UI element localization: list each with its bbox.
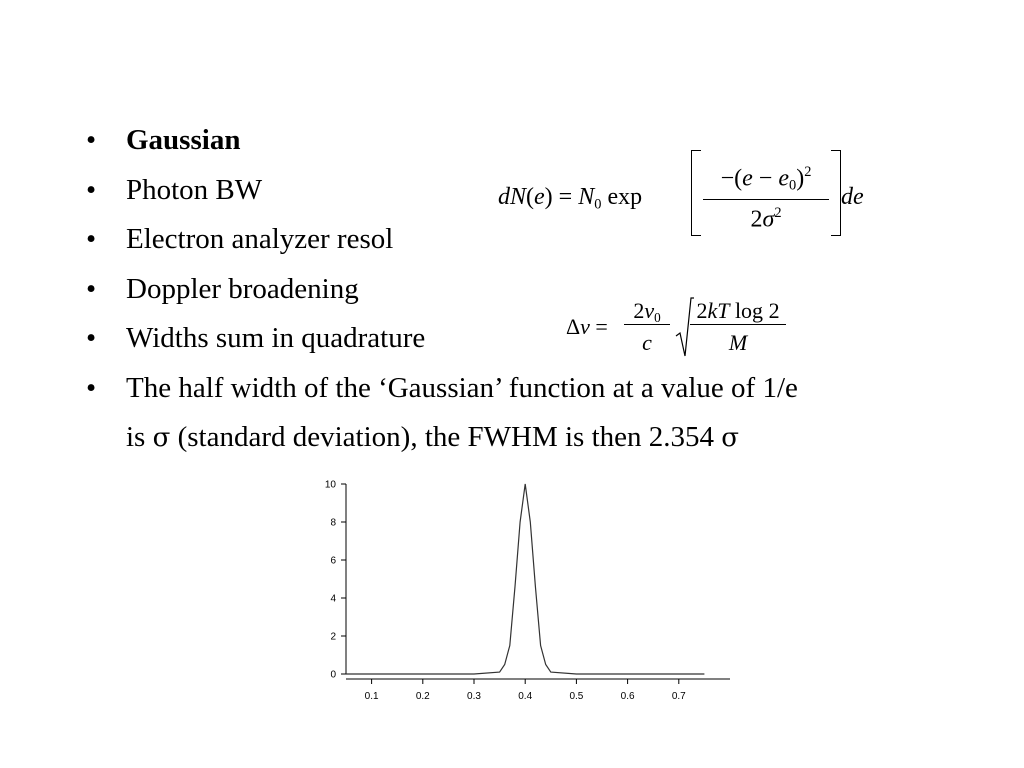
eq1-lhs (498, 184, 642, 213)
bullet-dot: • (86, 124, 97, 156)
eq1-exp: exp (607, 184, 643, 210)
bullet-text: Electron analyzer resol (126, 223, 394, 255)
x-tick-label: 0.1 (364, 691, 379, 702)
eq1-de: de (841, 184, 864, 210)
eq1-dN: dN (498, 184, 527, 210)
x-tick-label: 0.4 (518, 691, 533, 702)
y-tick-label: 6 (330, 555, 336, 567)
gaussian-equation (498, 150, 878, 240)
eq1-fraction-line (703, 199, 829, 200)
eq1-paren: ( (526, 184, 535, 210)
bullet-item (86, 265, 986, 315)
eq1-den-sup: 2 (774, 205, 782, 221)
x-tick-label: 0.5 (569, 691, 584, 702)
cont-mid: (standard deviation), the FWHM is then 2.354 (177, 421, 714, 453)
bullet-item (86, 314, 986, 364)
eq2-num1 (624, 298, 670, 326)
sigma-symbol: σ (152, 423, 171, 453)
eq2-num2-val: 2 (768, 298, 780, 323)
bullet-text: Widths sum in quadrature (126, 322, 426, 354)
eq2-num1-nu: ν (644, 298, 655, 323)
eq2-num1-2: 2 (633, 298, 645, 323)
bullet-text: Photon BW (126, 173, 263, 206)
eq1-num-e: e (742, 165, 753, 192)
y-tick-label: 0 (330, 669, 336, 681)
bullet-text: The half width of the ‘Gaussian’ function at a value of 1/e (126, 371, 798, 404)
series-line (346, 484, 704, 674)
eq2-num2-2: 2 (696, 298, 708, 323)
y-tick-label: 8 (330, 517, 336, 529)
eq2-fraction-line1 (624, 324, 670, 325)
doppler-equation (566, 296, 796, 360)
x-tick-label: 0.2 (415, 691, 430, 702)
bullet-continuation (126, 417, 739, 458)
bullet-text: Gaussian (126, 124, 241, 156)
eq1-numerator (703, 164, 829, 195)
eq2-num2 (690, 298, 786, 324)
bullet-dot: • (86, 173, 97, 206)
eq1-num-close: ) (796, 165, 805, 192)
eq2-delta: Δ (566, 314, 581, 339)
eq2-fraction-line2 (690, 324, 786, 325)
bullet-dot: • (86, 272, 97, 305)
eq2-den1: c (642, 330, 652, 355)
eq1-den-2: 2 (750, 206, 763, 233)
x-tick-label: 0.3 (467, 691, 481, 702)
eq1-equals: = (558, 184, 573, 210)
eq2-num2-kT: kT (707, 298, 730, 323)
eq2-num1-sub: 0 (654, 309, 661, 325)
eq1-paren: ) (544, 184, 553, 210)
eq2-equals: = (595, 314, 608, 339)
eq1-e: e (534, 184, 545, 210)
y-tick-label: 4 (330, 593, 336, 605)
bullet-dot: • (86, 322, 97, 354)
bullet-dot: • (86, 223, 97, 255)
eq1-den-sigma: σ (762, 206, 775, 233)
eq1-num-sup: 2 (804, 164, 812, 180)
y-tick-label: 2 (330, 631, 336, 643)
bullet-text: Doppler broadening (126, 272, 359, 305)
eq1-num-minus2: − (758, 165, 773, 192)
eq1-N: N (578, 184, 595, 210)
x-tick-label: 0.7 (671, 691, 686, 702)
eq1-num-e0: e (778, 165, 789, 192)
eq1-num-minus: −( (720, 165, 743, 192)
x-tick-label: 0.6 (620, 691, 635, 702)
eq1-denominator (703, 205, 829, 233)
eq1-num-e0-sub: 0 (788, 177, 797, 194)
sigma-symbol: σ (721, 423, 739, 453)
cont-pre: is (126, 421, 146, 453)
eq2-lhs (566, 314, 608, 340)
eq1-N-sub: 0 (594, 196, 602, 213)
eq2-den2: M (728, 330, 748, 355)
eq2-num2-log: log (734, 298, 764, 323)
bullet-item (86, 364, 986, 414)
y-tick-label: 10 (324, 479, 336, 491)
gaussian-chart (300, 474, 750, 714)
bullet-dot: • (86, 371, 97, 404)
eq2-nu: ν (580, 314, 590, 339)
